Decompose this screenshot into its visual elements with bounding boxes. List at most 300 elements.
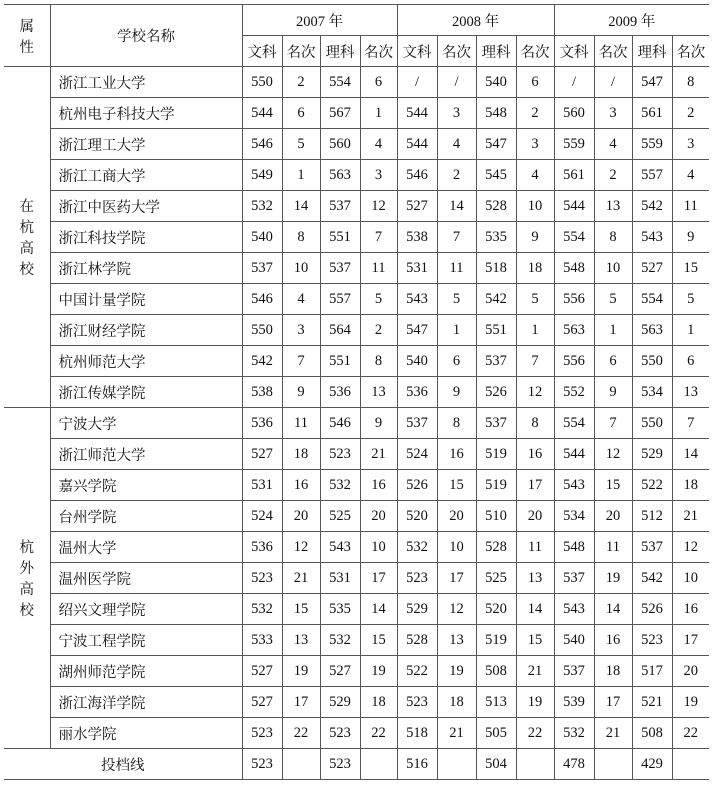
score-cell: 551 <box>320 346 360 377</box>
score-cell: 547 <box>476 129 516 160</box>
rank-cell: 18 <box>672 470 709 501</box>
rank-cell: 2 <box>672 98 709 129</box>
rank-cell: 20 <box>672 656 709 687</box>
score-cell: 537 <box>476 346 516 377</box>
table-row <box>4 563 709 594</box>
score-cell: 535 <box>476 222 516 253</box>
rank-cell: 7 <box>437 222 476 253</box>
rank-cell: 10 <box>360 532 397 563</box>
score-cell: 538 <box>242 377 282 408</box>
group-label-char: 校 <box>19 262 34 278</box>
rank-cell: 11 <box>594 532 632 563</box>
score-cell: 524 <box>242 501 282 532</box>
rank-cell: 8 <box>594 222 632 253</box>
score-cell: 556 <box>554 284 594 315</box>
sub-header-arts: 文科 <box>397 36 437 67</box>
sub-header-science: 理科 <box>320 36 360 67</box>
group-label <box>4 408 50 749</box>
score-cell: 554 <box>320 67 360 98</box>
score-cell: 519 <box>476 439 516 470</box>
score-cell: 528 <box>476 191 516 222</box>
score-cell: 544 <box>397 129 437 160</box>
score-cell: 523 <box>320 439 360 470</box>
score-cell: 537 <box>242 253 282 284</box>
rank-cell: 2 <box>594 160 632 191</box>
score-cell: 544 <box>242 98 282 129</box>
rank-cell: 15 <box>282 594 320 625</box>
rank-cell: 6 <box>516 67 554 98</box>
score-cell: 563 <box>554 315 594 346</box>
score-cell: 521 <box>632 687 672 718</box>
school-name: 湖州师范学院 <box>50 656 242 687</box>
score-cell: 557 <box>632 160 672 191</box>
score-cell: 526 <box>397 470 437 501</box>
table-row <box>4 532 709 563</box>
table-row <box>4 439 709 470</box>
score-cell: 537 <box>632 532 672 563</box>
rank-cell: 16 <box>437 439 476 470</box>
score-cell: 517 <box>632 656 672 687</box>
group-label-char: 校 <box>19 603 34 619</box>
table-row <box>4 315 709 346</box>
rank-cell: 16 <box>516 439 554 470</box>
table-row <box>4 656 709 687</box>
score-cell: 557 <box>320 284 360 315</box>
rank-cell: 21 <box>282 563 320 594</box>
rank-cell: 3 <box>360 160 397 191</box>
score-cell: 537 <box>476 408 516 439</box>
rank-cell: 5 <box>282 129 320 160</box>
score-cell: 550 <box>632 408 672 439</box>
rank-cell: 2 <box>360 315 397 346</box>
rank-cell: 6 <box>594 346 632 377</box>
group-label-char: 杭 <box>19 220 34 236</box>
cutoff-cell <box>282 749 320 780</box>
table-row <box>4 470 709 501</box>
score-cell: 554 <box>632 284 672 315</box>
rank-cell: 13 <box>282 625 320 656</box>
rank-cell: 9 <box>437 377 476 408</box>
score-cell: 547 <box>397 315 437 346</box>
score-cell: 542 <box>632 191 672 222</box>
score-cell: 540 <box>476 67 516 98</box>
rank-cell: 14 <box>594 594 632 625</box>
rank-cell: 12 <box>516 377 554 408</box>
rank-cell: 9 <box>672 222 709 253</box>
rank-cell: 1 <box>282 160 320 191</box>
group-label-char: 外 <box>19 561 34 577</box>
rank-cell: 12 <box>282 532 320 563</box>
table-row <box>4 346 709 377</box>
rank-cell: 21 <box>672 501 709 532</box>
rank-cell: 13 <box>437 625 476 656</box>
score-cell: 531 <box>242 470 282 501</box>
score-cell: 525 <box>320 501 360 532</box>
score-cell: 554 <box>554 408 594 439</box>
rank-cell: 3 <box>437 98 476 129</box>
rank-cell: / <box>594 67 632 98</box>
score-cell: 544 <box>554 191 594 222</box>
rank-cell: 10 <box>282 253 320 284</box>
sub-header-rank: 名次 <box>360 36 397 67</box>
score-cell: 545 <box>476 160 516 191</box>
group-label-char: 在 <box>19 199 34 215</box>
table-row <box>4 594 709 625</box>
school-name-header: 学校名称 <box>50 5 242 67</box>
cutoff-cell: 523 <box>242 749 282 780</box>
rank-cell: 1 <box>516 315 554 346</box>
rank-cell: 3 <box>594 98 632 129</box>
table-row <box>4 625 709 656</box>
score-cell: 549 <box>242 160 282 191</box>
sub-header-rank: 名次 <box>672 36 709 67</box>
score-cell: 508 <box>476 656 516 687</box>
score-cell: 543 <box>397 284 437 315</box>
year-header-2008: 2008 年 <box>397 5 554 36</box>
score-cell: 528 <box>397 625 437 656</box>
cutoff-cell <box>360 749 397 780</box>
score-cell: 510 <box>476 501 516 532</box>
score-cell: 550 <box>632 346 672 377</box>
rank-cell: 10 <box>594 253 632 284</box>
school-name: 浙江工业大学 <box>50 67 242 98</box>
score-cell: 561 <box>554 160 594 191</box>
score-cell: 563 <box>320 160 360 191</box>
score-cell: 512 <box>632 501 672 532</box>
admission-score-table <box>4 4 709 780</box>
score-cell: 554 <box>554 222 594 253</box>
rank-cell: 12 <box>594 439 632 470</box>
score-cell: 543 <box>320 532 360 563</box>
rank-cell: 3 <box>282 315 320 346</box>
year-header-2009: 2009 年 <box>554 5 709 36</box>
rank-cell: 5 <box>672 284 709 315</box>
score-cell: 537 <box>554 563 594 594</box>
score-cell: 539 <box>554 687 594 718</box>
score-cell: 527 <box>320 656 360 687</box>
rank-cell: 8 <box>516 408 554 439</box>
rank-cell: 16 <box>594 625 632 656</box>
score-cell: 523 <box>397 563 437 594</box>
score-cell: 519 <box>476 625 516 656</box>
school-name: 中国计量学院 <box>50 284 242 315</box>
group-label-char: 高 <box>19 582 34 598</box>
score-cell: 536 <box>397 377 437 408</box>
score-cell: 543 <box>632 222 672 253</box>
score-cell: 552 <box>554 377 594 408</box>
school-name: 绍兴文理学院 <box>50 594 242 625</box>
group-label-char: 高 <box>19 241 34 257</box>
score-cell: 542 <box>476 284 516 315</box>
sub-header-rank: 名次 <box>282 36 320 67</box>
rank-cell: 21 <box>516 656 554 687</box>
score-cell: 529 <box>320 687 360 718</box>
rank-cell: 9 <box>282 377 320 408</box>
score-cell: 520 <box>397 501 437 532</box>
score-cell: 538 <box>397 222 437 253</box>
rank-cell: 6 <box>672 346 709 377</box>
rank-cell: 6 <box>282 98 320 129</box>
rank-cell: 17 <box>437 563 476 594</box>
rank-cell: 20 <box>437 501 476 532</box>
rank-cell: 10 <box>437 532 476 563</box>
rank-cell: 4 <box>437 129 476 160</box>
school-name: 杭州电子科技大学 <box>50 98 242 129</box>
rank-cell: 3 <box>516 129 554 160</box>
score-cell: 523 <box>242 563 282 594</box>
rank-cell: 13 <box>360 377 397 408</box>
sub-header-science: 理科 <box>476 36 516 67</box>
score-cell: 536 <box>320 377 360 408</box>
rank-cell: 15 <box>672 253 709 284</box>
rank-cell: 19 <box>360 656 397 687</box>
rank-cell: 22 <box>672 718 709 749</box>
cutoff-label: 投档线 <box>4 749 242 780</box>
rank-cell: 19 <box>282 656 320 687</box>
rank-cell: 20 <box>516 501 554 532</box>
school-name: 浙江理工大学 <box>50 129 242 160</box>
school-name: 浙江传媒学院 <box>50 377 242 408</box>
rank-cell: 20 <box>360 501 397 532</box>
rank-cell: 17 <box>360 563 397 594</box>
rank-cell: 20 <box>282 501 320 532</box>
rank-cell: 22 <box>360 718 397 749</box>
cutoff-cell <box>594 749 632 780</box>
score-cell: 505 <box>476 718 516 749</box>
attribute-header-line2: 性 <box>19 39 34 56</box>
score-cell: 532 <box>242 594 282 625</box>
score-cell: 527 <box>632 253 672 284</box>
school-name: 浙江师范大学 <box>50 439 242 470</box>
rank-cell: 17 <box>672 625 709 656</box>
cutoff-cell: 429 <box>632 749 672 780</box>
score-cell: / <box>554 67 594 98</box>
cutoff-cell: 478 <box>554 749 594 780</box>
score-cell: 556 <box>554 346 594 377</box>
rank-cell: 14 <box>282 191 320 222</box>
rank-cell: / <box>437 67 476 98</box>
score-cell: 560 <box>320 129 360 160</box>
attribute-header <box>4 5 50 67</box>
score-cell: 536 <box>242 532 282 563</box>
rank-cell: 7 <box>672 408 709 439</box>
rank-cell: 16 <box>672 594 709 625</box>
table-row <box>4 160 709 191</box>
score-cell: 532 <box>397 532 437 563</box>
rank-cell: 20 <box>594 501 632 532</box>
score-cell: 519 <box>476 470 516 501</box>
table-row <box>4 377 709 408</box>
rank-cell: 7 <box>360 222 397 253</box>
rank-cell: 9 <box>360 408 397 439</box>
score-cell: 523 <box>320 718 360 749</box>
rank-cell: 4 <box>282 284 320 315</box>
group-label <box>4 67 50 408</box>
rank-cell: 1 <box>672 315 709 346</box>
score-cell: 524 <box>397 439 437 470</box>
score-cell: 544 <box>397 98 437 129</box>
score-cell: 508 <box>632 718 672 749</box>
rank-cell: 18 <box>516 253 554 284</box>
rank-cell: 5 <box>516 284 554 315</box>
score-cell: 551 <box>476 315 516 346</box>
rank-cell: 1 <box>360 98 397 129</box>
rank-cell: 11 <box>672 191 709 222</box>
score-cell: 546 <box>242 284 282 315</box>
score-cell: 518 <box>476 253 516 284</box>
table-row <box>4 129 709 160</box>
rank-cell: 13 <box>672 377 709 408</box>
score-cell: 550 <box>242 315 282 346</box>
cutoff-cell: 516 <box>397 749 437 780</box>
rank-cell: 4 <box>594 129 632 160</box>
rank-cell: 21 <box>437 718 476 749</box>
score-cell: 520 <box>476 594 516 625</box>
rank-cell: 8 <box>282 222 320 253</box>
school-name: 浙江科技学院 <box>50 222 242 253</box>
score-cell: 536 <box>242 408 282 439</box>
rank-cell: 11 <box>516 532 554 563</box>
score-cell: 563 <box>632 315 672 346</box>
table-row <box>4 191 709 222</box>
score-cell: 532 <box>320 625 360 656</box>
rank-cell: 6 <box>360 67 397 98</box>
score-cell: 523 <box>632 625 672 656</box>
score-cell: 537 <box>320 191 360 222</box>
rank-cell: 16 <box>282 470 320 501</box>
table-row <box>4 222 709 253</box>
score-cell: 537 <box>320 253 360 284</box>
rank-cell: 7 <box>282 346 320 377</box>
rank-cell: 14 <box>437 191 476 222</box>
cutoff-cell <box>672 749 709 780</box>
rank-cell: 7 <box>594 408 632 439</box>
school-name: 温州医学院 <box>50 563 242 594</box>
table-body <box>4 67 709 780</box>
score-cell: 548 <box>554 532 594 563</box>
rank-cell: 11 <box>282 408 320 439</box>
score-cell: 535 <box>320 594 360 625</box>
score-cell: 542 <box>242 346 282 377</box>
rank-cell: 14 <box>672 439 709 470</box>
year-header-2007: 2007 年 <box>242 5 397 36</box>
table-row <box>4 284 709 315</box>
score-cell: 518 <box>397 718 437 749</box>
rank-cell: 14 <box>360 594 397 625</box>
table-row <box>4 501 709 532</box>
score-cell: 527 <box>242 687 282 718</box>
school-name: 宁波工程学院 <box>50 625 242 656</box>
cutoff-cell: 523 <box>320 749 360 780</box>
score-cell: 532 <box>554 718 594 749</box>
rank-cell: 12 <box>437 594 476 625</box>
rank-cell: 18 <box>594 656 632 687</box>
score-cell: 527 <box>397 191 437 222</box>
rank-cell: 15 <box>594 470 632 501</box>
rank-cell: 11 <box>437 253 476 284</box>
rank-cell: 5 <box>360 284 397 315</box>
score-cell: 531 <box>320 563 360 594</box>
school-name: 台州学院 <box>50 501 242 532</box>
school-name: 嘉兴学院 <box>50 470 242 501</box>
rank-cell: 1 <box>437 315 476 346</box>
rank-cell: 16 <box>360 470 397 501</box>
rank-cell: 11 <box>360 253 397 284</box>
score-cell: 529 <box>632 439 672 470</box>
rank-cell: 17 <box>282 687 320 718</box>
rank-cell: 17 <box>594 687 632 718</box>
rank-cell: 3 <box>672 129 709 160</box>
score-cell: 560 <box>554 98 594 129</box>
rank-cell: 18 <box>282 439 320 470</box>
score-cell: 522 <box>632 470 672 501</box>
rank-cell: 1 <box>594 315 632 346</box>
score-cell: 532 <box>320 470 360 501</box>
score-cell: 564 <box>320 315 360 346</box>
table-row <box>4 253 709 284</box>
rank-cell: 15 <box>437 470 476 501</box>
table-row <box>4 408 709 439</box>
table-row <box>4 718 709 749</box>
rank-cell: 22 <box>516 718 554 749</box>
score-cell: 534 <box>632 377 672 408</box>
rank-cell: 10 <box>672 563 709 594</box>
rank-cell: 4 <box>360 129 397 160</box>
rank-cell: 4 <box>516 160 554 191</box>
rank-cell: 15 <box>360 625 397 656</box>
score-cell: 522 <box>397 656 437 687</box>
rank-cell: 8 <box>672 67 709 98</box>
group-label-char: 杭 <box>19 540 34 556</box>
score-cell: 525 <box>476 563 516 594</box>
score-cell: 523 <box>242 718 282 749</box>
sub-header-science: 理科 <box>632 36 672 67</box>
school-name: 浙江林学院 <box>50 253 242 284</box>
school-name: 浙江工商大学 <box>50 160 242 191</box>
table-row <box>4 687 709 718</box>
school-name: 温州大学 <box>50 532 242 563</box>
rank-cell: 21 <box>360 439 397 470</box>
score-cell: 548 <box>554 253 594 284</box>
score-cell: 546 <box>397 160 437 191</box>
rank-cell: 14 <box>516 594 554 625</box>
sub-header-rank: 名次 <box>516 36 554 67</box>
rank-cell: 9 <box>516 222 554 253</box>
rank-cell: 22 <box>282 718 320 749</box>
school-name: 浙江财经学院 <box>50 315 242 346</box>
score-cell: 527 <box>242 656 282 687</box>
rank-cell: 18 <box>360 687 397 718</box>
rank-cell: 9 <box>594 377 632 408</box>
rank-cell: 19 <box>437 656 476 687</box>
rank-cell: 6 <box>437 346 476 377</box>
cutoff-row <box>4 749 709 780</box>
score-cell: 559 <box>632 129 672 160</box>
rank-cell: 2 <box>282 67 320 98</box>
rank-cell: 10 <box>516 191 554 222</box>
rank-cell: 21 <box>594 718 632 749</box>
score-cell: 532 <box>242 191 282 222</box>
score-cell: / <box>397 67 437 98</box>
score-cell: 540 <box>242 222 282 253</box>
school-name: 丽水学院 <box>50 718 242 749</box>
score-cell: 542 <box>632 563 672 594</box>
school-name: 宁波大学 <box>50 408 242 439</box>
rank-cell: 15 <box>516 625 554 656</box>
rank-cell: 7 <box>516 346 554 377</box>
school-name: 浙江中医药大学 <box>50 191 242 222</box>
table-row <box>4 67 709 98</box>
